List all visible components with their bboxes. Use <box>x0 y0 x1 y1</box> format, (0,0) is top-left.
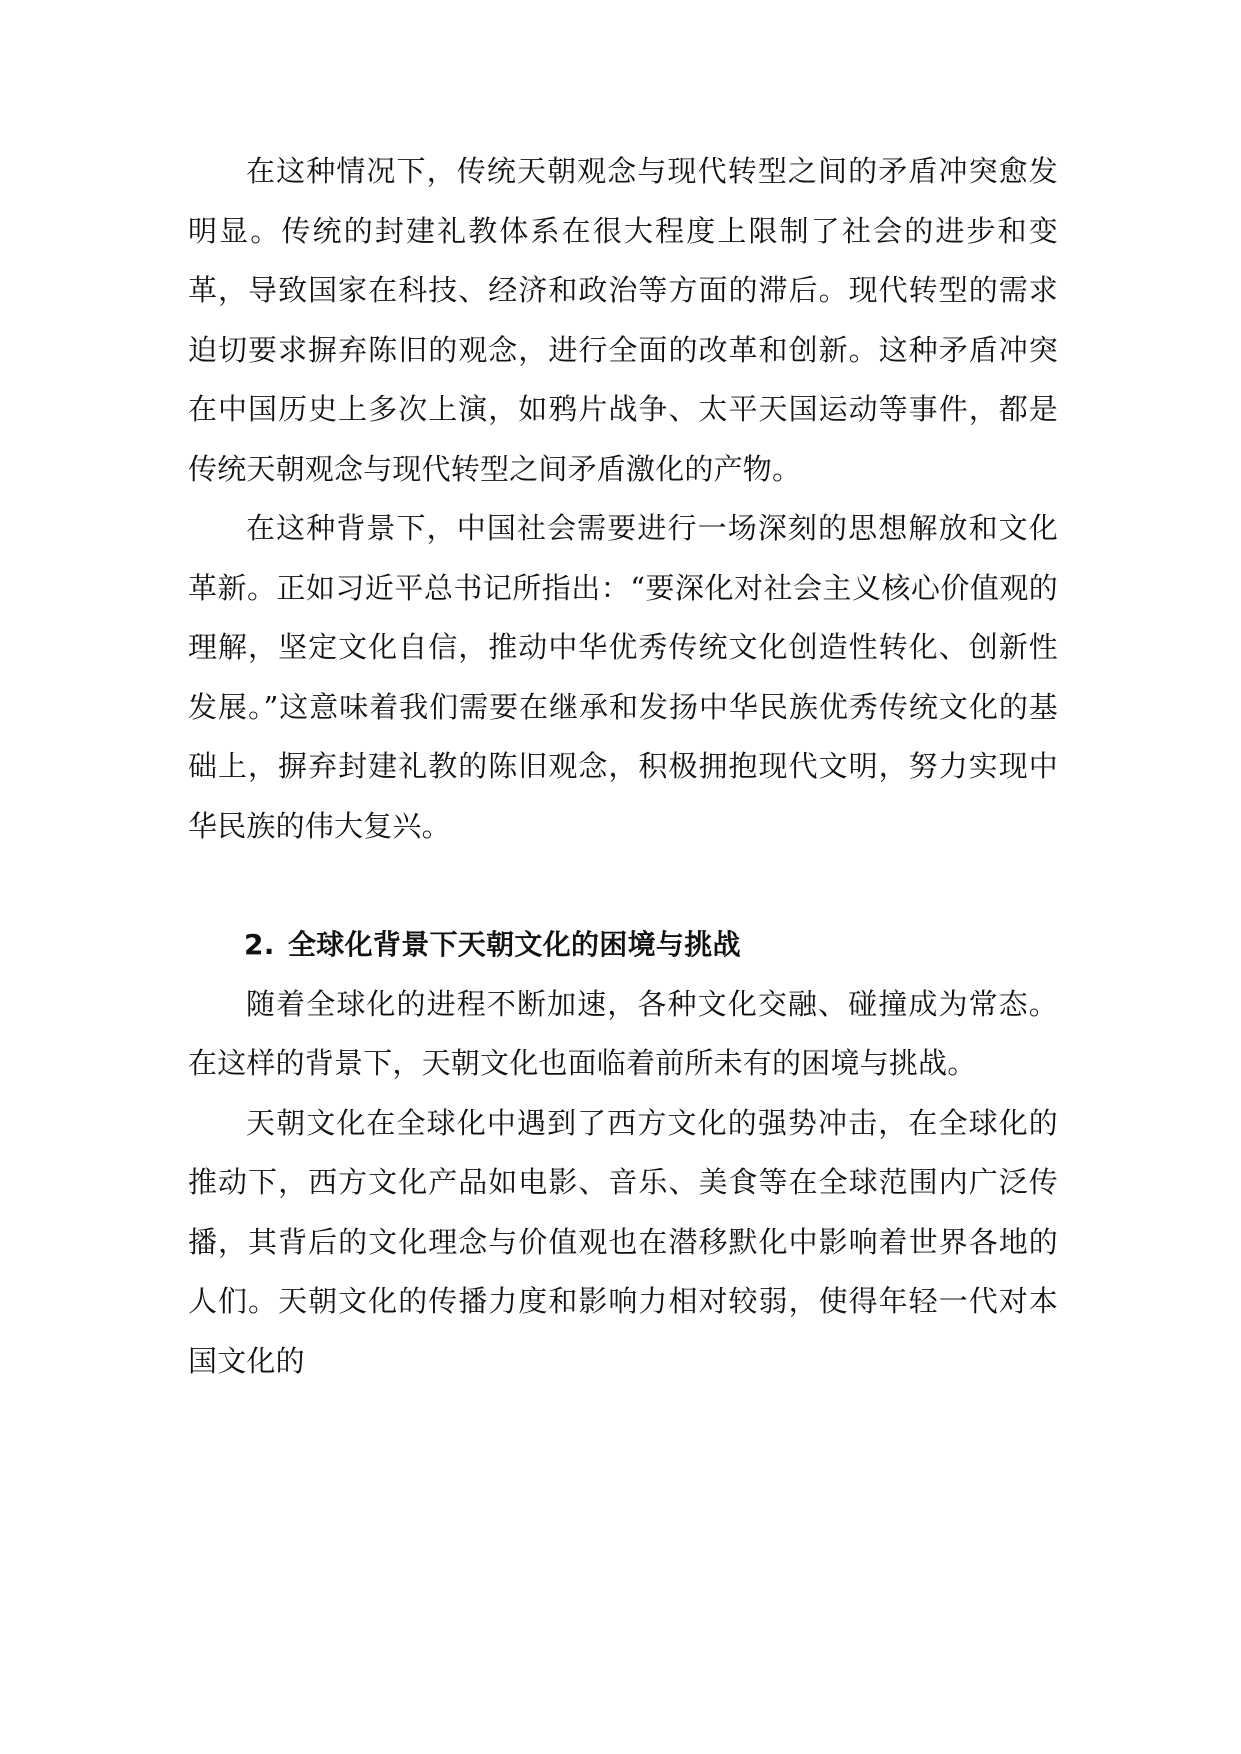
section-heading <box>188 915 1058 975</box>
paragraph-1: 在这种情况下，传统天朝观念与现代转型之间的矛盾冲突愈发明显。传统的封建礼教体系在很大程度上限制了社会的进步和变革，导致国家在科技、经济和政治等方面的滞后。现代转型的需求迫切要求摒弃陈旧的观念，进行全面的改革和创新。这种矛盾冲突在中国历史上多次上演，如鸦片战争、太平天国运动等事件，都是传统天朝观念与现代转型之间矛盾激化的产物。 <box>188 154 1058 486</box>
paragraph-2: 在这种背景下，中国社会需要进行一场深刻的思想解放和文化革新。正如习近平总书记所指出：“要深化对社会主义核心价值观的理解，坚定文化自信，推动中华优秀传统文化创造性转化、创新性发展。”这意味着我们需要在继承和发扬中华民族优秀传统文化的基础上，摒弃封建礼教的陈旧观念，积极拥抱现代文明，努力实现中华民族的伟大复兴。 <box>188 511 1058 843</box>
paragraph-3: 随着全球化的进程不断加速，各种文化交融、碰撞成为常态。在这样的背景下，天朝文化也面临着前所未有的困境与挑战。 <box>188 986 1058 1080</box>
section-number: 2. <box>244 928 275 961</box>
section-title: 全球化背景下天朝文化的困境与挑战 <box>288 928 741 961</box>
document-body <box>188 142 1058 1391</box>
paragraph-4: 天朝文化在全球化中遇到了西方文化的强势冲击，在全球化的推动下，西方文化产品如电影、音乐、美食等在全球范围内广泛传播，其背后的文化理念与价值观也在潜移默化中影响着世界各地的人们。天朝文化的传播力度和影响力相对较弱，使得年轻一代对本国文化的 <box>188 1105 1058 1378</box>
